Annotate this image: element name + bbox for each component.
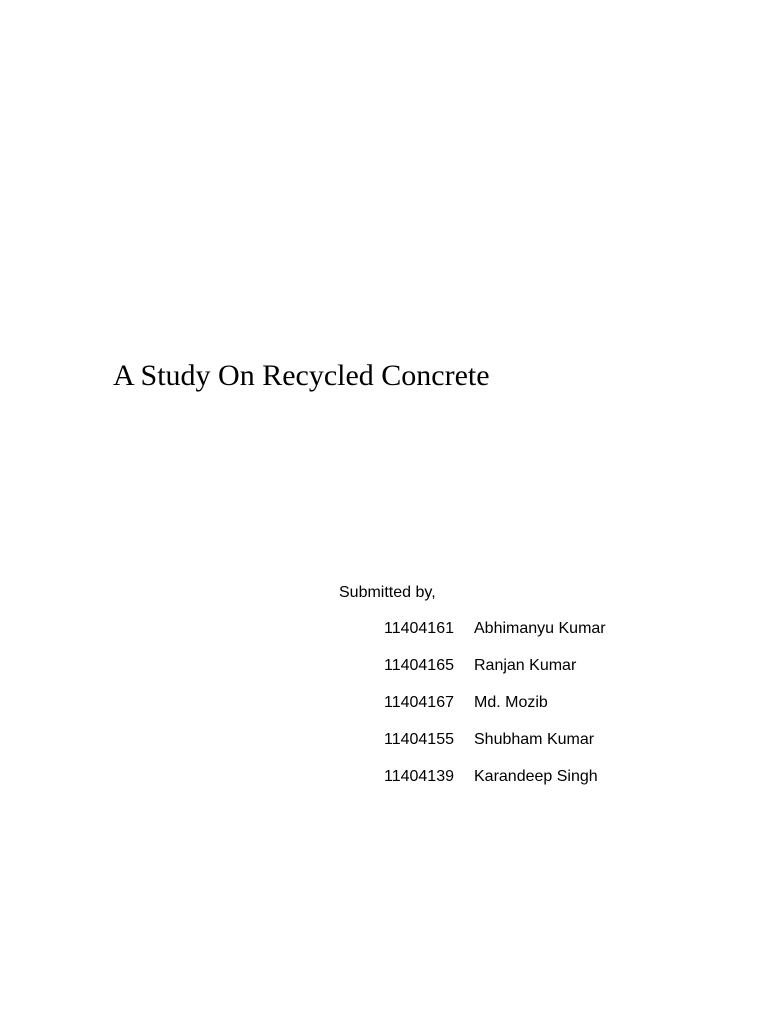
member-row [384, 693, 606, 730]
member-name: Shubham Kumar [474, 731, 595, 748]
member-row [384, 656, 606, 693]
member-name: Abhimanyu Kumar [474, 620, 606, 637]
member-id: 11404139 [384, 768, 454, 785]
member-row [384, 767, 606, 804]
member-id: 11404165 [384, 657, 454, 674]
member-id: 11404167 [384, 694, 454, 711]
submitted-by-label: Submitted by, [339, 584, 436, 601]
member-id: 11404155 [384, 731, 454, 748]
document-title: A Study On Recycled Concrete [113, 359, 490, 392]
member-name: Md. Mozib [474, 694, 548, 711]
member-row [384, 730, 606, 767]
member-id: 11404161 [384, 620, 454, 637]
member-name: Karandeep Singh [474, 768, 598, 785]
member-row [384, 619, 606, 656]
member-name: Ranjan Kumar [474, 657, 577, 674]
member-list [384, 619, 606, 804]
